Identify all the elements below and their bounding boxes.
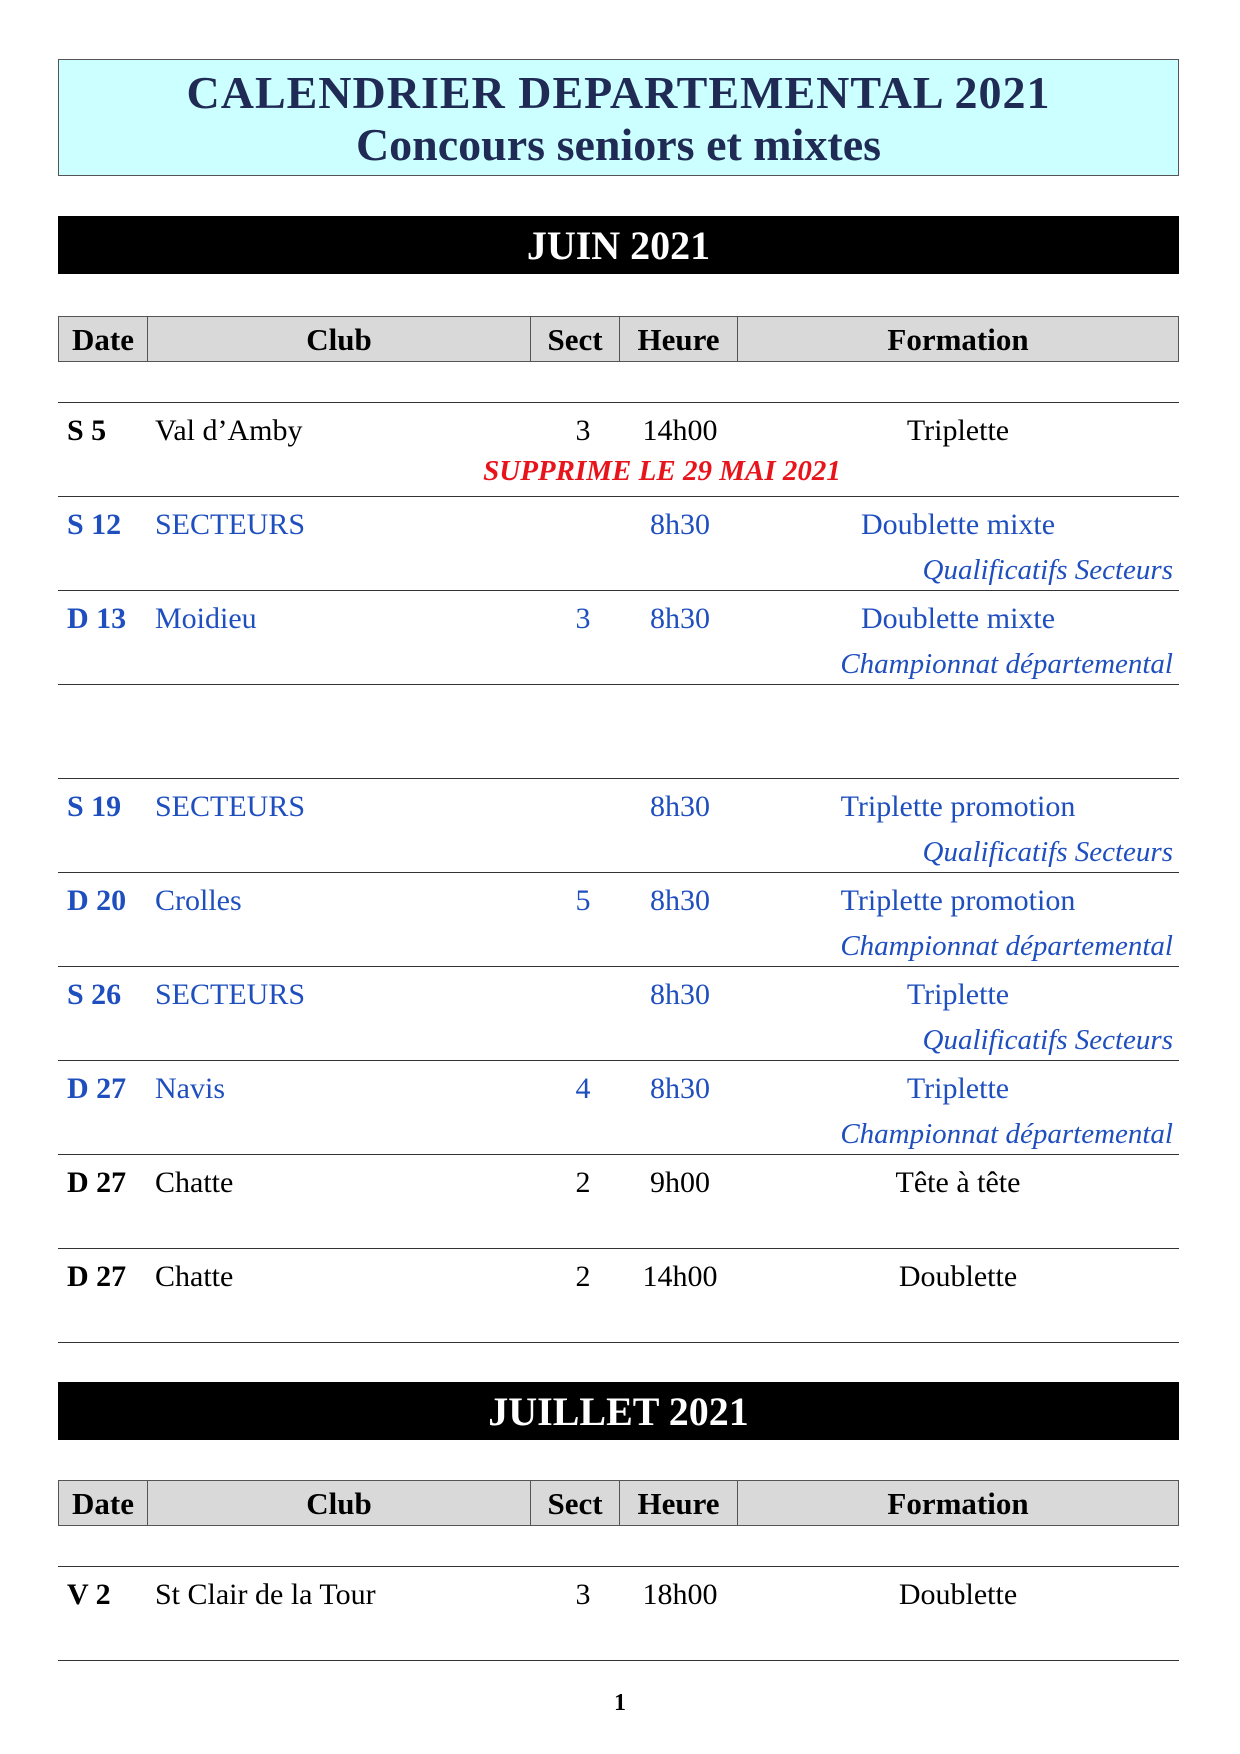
- row-sect: 3: [575, 414, 591, 447]
- cancellation-notice: SUPPRIME LE 29 MAI 2021: [483, 455, 841, 487]
- row-heure: 8h30: [650, 1072, 710, 1105]
- row-formation-note: Qualificatifs Secteurs: [922, 554, 1173, 586]
- row-date: D 27: [67, 1072, 127, 1105]
- row-formation: Tête à tête: [895, 1166, 1021, 1199]
- row-heure: 14h00: [642, 414, 718, 447]
- row-club: Crolles: [155, 884, 242, 917]
- row-date: D 13: [67, 602, 127, 635]
- column-header-formation: Formation: [887, 322, 1029, 357]
- row-club: Val d’Amby: [155, 414, 303, 447]
- row-formation-note: Championnat départemental: [840, 930, 1173, 962]
- row-formation-note: Qualificatifs Secteurs: [922, 836, 1173, 868]
- row-heure: 9h00: [650, 1166, 710, 1199]
- table-row: [58, 594, 1179, 684]
- column-header-club: Club: [148, 317, 531, 361]
- row-divider: [58, 402, 1179, 403]
- column-header-row-juillet: [58, 1480, 1179, 1526]
- row-date: S 5: [67, 414, 107, 447]
- row-sect: 4: [575, 1072, 591, 1105]
- row-sect: 3: [575, 602, 591, 635]
- row-heure: 8h30: [650, 790, 710, 823]
- row-club: Moidieu: [155, 602, 257, 635]
- month-header-juillet: JUILLET 2021: [58, 1382, 1179, 1440]
- table-row: [58, 1570, 1179, 1660]
- row-date: S 12: [67, 508, 122, 541]
- row-formation: Doublette mixte: [860, 602, 1056, 635]
- row-divider: [58, 966, 1179, 967]
- row-formation: Triplette promotion: [840, 884, 1076, 917]
- row-date: D 27: [67, 1260, 127, 1293]
- table-row: [58, 1064, 1179, 1154]
- table-row: [58, 1252, 1179, 1342]
- row-divider: [58, 1060, 1179, 1061]
- table-row: [58, 1158, 1179, 1248]
- row-heure: 8h30: [650, 978, 710, 1011]
- column-header-heure: Heure: [620, 317, 738, 361]
- table-row: [58, 876, 1179, 966]
- row-formation: Triplette promotion: [840, 790, 1076, 823]
- row-heure: 14h00: [642, 1260, 718, 1293]
- row-heure: 18h00: [642, 1578, 718, 1611]
- table-row: [58, 500, 1179, 590]
- row-divider: [58, 1154, 1179, 1155]
- document-title: CALENDRIER DEPARTEMENTAL 2021: [186, 67, 1051, 118]
- row-sect: 5: [575, 884, 591, 917]
- row-date: S 19: [67, 790, 122, 823]
- document-subtitle: Concours seniors et mixtes: [355, 119, 882, 170]
- row-formation: Doublette mixte: [860, 508, 1056, 541]
- row-formation: Doublette: [898, 1260, 1018, 1293]
- row-sect: 2: [575, 1260, 591, 1293]
- row-heure: 8h30: [650, 602, 710, 635]
- row-club: SECTEURS: [155, 978, 306, 1011]
- row-club: Navis: [155, 1072, 225, 1105]
- row-divider: [58, 1248, 1179, 1249]
- page-number: 1: [614, 1690, 626, 1716]
- row-divider: [58, 1342, 1179, 1343]
- row-divider: [58, 1660, 1179, 1661]
- row-formation: Triplette: [906, 1072, 1010, 1105]
- row-formation: Doublette: [898, 1578, 1018, 1611]
- column-header-sect: Sect: [531, 1481, 620, 1525]
- row-divider: [58, 1566, 1179, 1567]
- row-divider: [58, 684, 1179, 685]
- row-club: SECTEURS: [155, 508, 306, 541]
- row-club: St Clair de la Tour: [155, 1578, 376, 1611]
- row-formation: Triplette: [906, 414, 1010, 447]
- row-heure: 8h30: [650, 508, 710, 541]
- document-title-box: [58, 59, 1179, 176]
- row-club: SECTEURS: [155, 790, 306, 823]
- month-header-juin: JUIN 2021: [58, 216, 1179, 274]
- row-divider: [58, 778, 1179, 779]
- column-header-heure: Heure: [620, 1481, 738, 1525]
- row-divider: [58, 496, 1179, 497]
- row-divider: [58, 590, 1179, 591]
- row-club: Chatte: [155, 1166, 234, 1199]
- row-club: Chatte: [155, 1260, 234, 1293]
- column-header-date: Date: [59, 317, 148, 361]
- table-row: [58, 970, 1179, 1060]
- column-header-formation: Formation: [887, 1486, 1029, 1521]
- row-divider: [58, 872, 1179, 873]
- row-sect: 3: [575, 1578, 591, 1611]
- row-formation-note: Qualificatifs Secteurs: [922, 1024, 1173, 1056]
- row-date: S 26: [67, 978, 122, 1011]
- table-row: [58, 782, 1179, 872]
- column-header-row-juin: [58, 316, 1179, 362]
- column-header-date: Date: [59, 1481, 148, 1525]
- row-heure: 8h30: [650, 884, 710, 917]
- column-header-sect: Sect: [531, 317, 620, 361]
- row-formation-note: Championnat départemental: [840, 1118, 1173, 1150]
- row-sect: 2: [575, 1166, 591, 1199]
- column-header-club: Club: [148, 1481, 531, 1525]
- row-formation: Triplette: [906, 978, 1010, 1011]
- row-date: V 2: [67, 1578, 111, 1611]
- row-date: D 20: [67, 884, 127, 917]
- row-formation-note: Championnat départemental: [840, 648, 1173, 680]
- row-date: D 27: [67, 1166, 127, 1199]
